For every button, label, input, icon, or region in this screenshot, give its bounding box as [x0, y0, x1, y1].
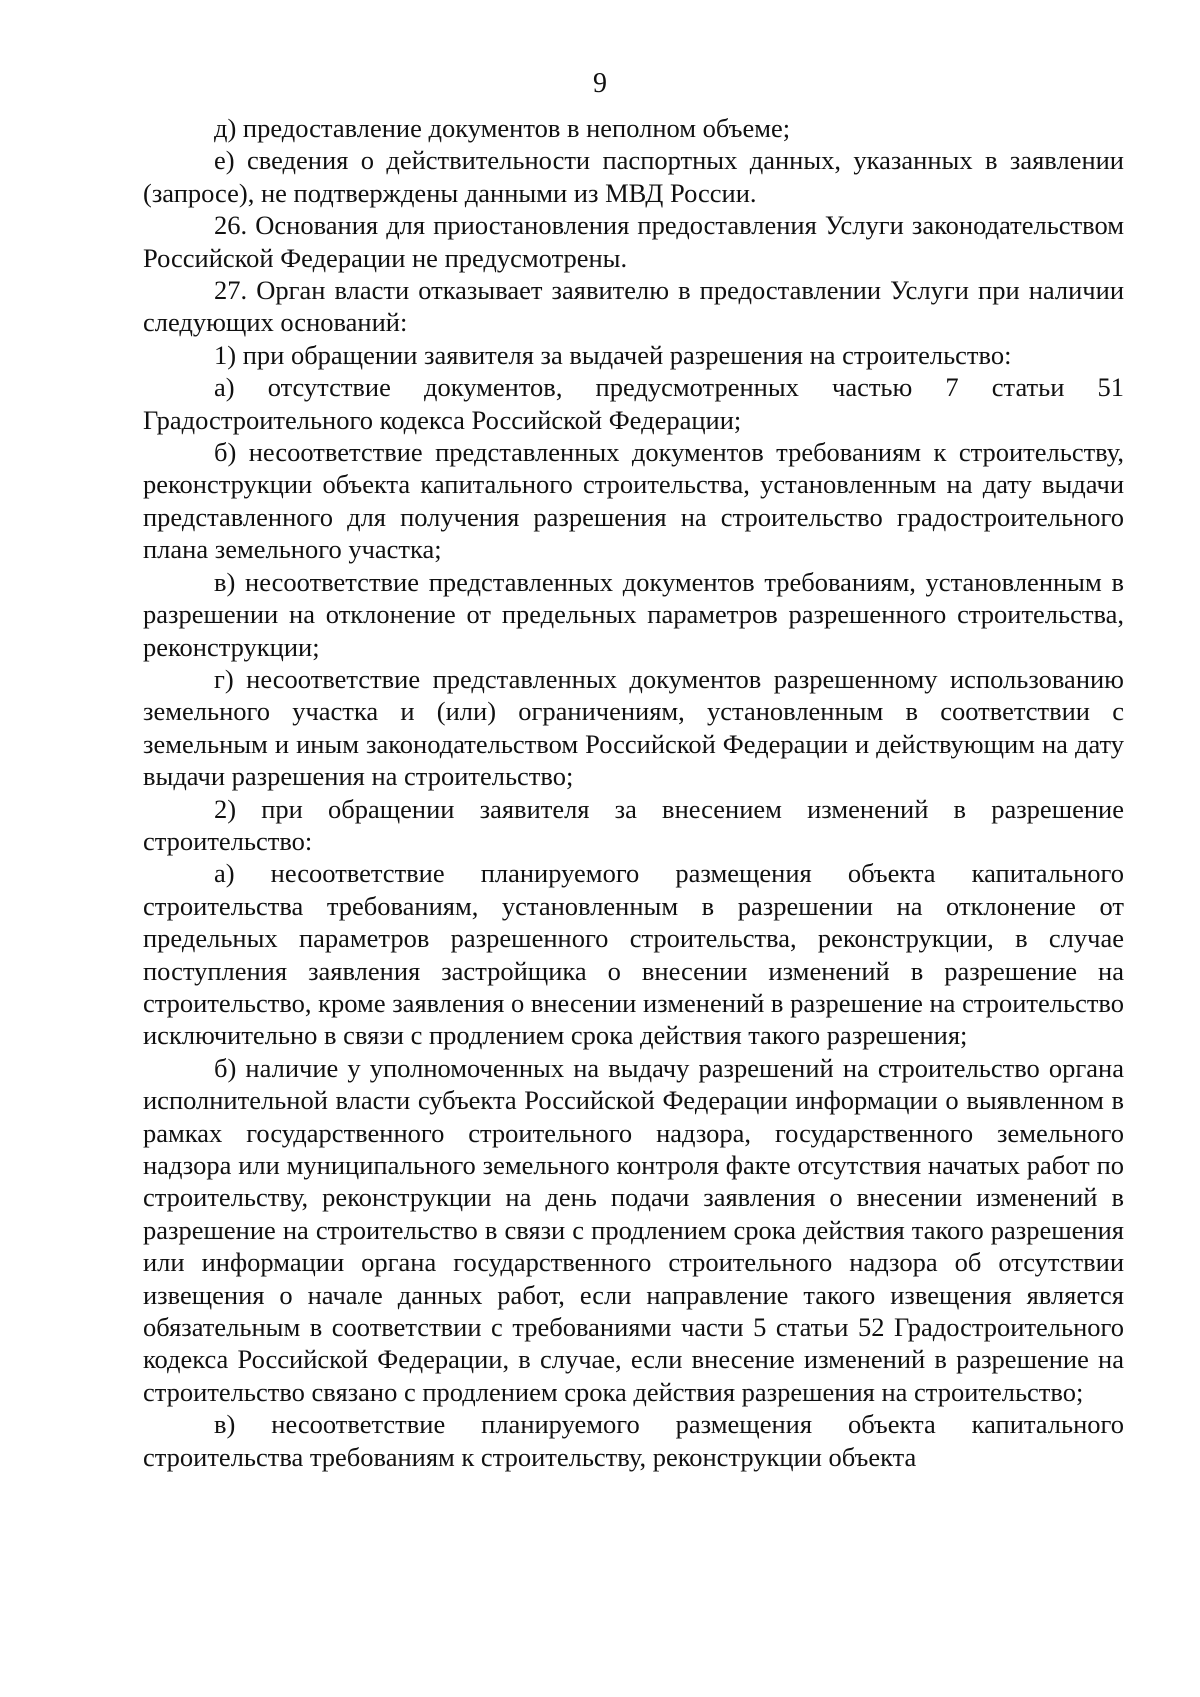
paragraph-27-refusal: 27. Орган власти отказывает заявителю в предоставлении Услуги при наличии следующих оснований:: [143, 275, 1124, 338]
paragraph-e-passport-data: е) сведения о действительности паспортных данных, указанных в заявлении (запросе), не подтверждены данными из МВД России.: [143, 145, 1124, 208]
paragraph-1-permit-issuance: 1) при обращении заявителя за выдачей разрешения на строительство:: [214, 339, 1012, 370]
paragraph-2a-placement-mismatch: а) несоответствие планируемого размещения объекта капитального строительства требованиям, установленным в разрешении на отклонение от предельных параметров разрешенного строительства, реконструкции, в случае поступления заявления застройщика о внесении изменений в разрешение на строительство, кроме заявления о внесении изменений в разрешение на строительство исключительно в связи с продлением срока действия такого разрешения;: [143, 858, 1124, 1051]
paragraph-1g-mismatch-land-use: г) несоответствие представленных документов разрешенному использованию земельного участка и (или) ограничениям, установленным в соответствии с земельным и иным законодательством Российской Федерации и действующим на дату выдачи разрешения на строительство;: [143, 663, 1124, 792]
paragraph-1a-missing-docs: а) отсутствие документов, предусмотренных частью 7 статьи 51 Градостроительного кодекса Российской Федерации;: [143, 372, 1124, 435]
paragraph-26-suspension: 26. Основания для приостановления предоставления Услуги законодательством Российской Федерации не предусмотрены.: [143, 210, 1124, 273]
paragraph-d-incomplete-docs: д) предоставление документов в неполном объеме;: [214, 113, 791, 143]
page-number: 9: [593, 68, 607, 99]
paragraph-2b-no-works-info: б) наличие у уполномоченных на выдачу разрешений на строительство органа исполнительной власти субъекта Российской Федерации информации о выявленном в рамках государственного строительного надзора, государственного земельного надзора или муниципального земельного контроля факте отсутствия начатых работ по строительству, реконструкции на день подачи заявления о внесении изменений в разрешение на строительство в связи с продлением срока действия такого разрешения или информации органа государственного строительного надзора об отсутствии извещения о начале данных работ, если направление такого извещения является обязательным в соответствии с требованиями части 5 статьи 52 Градостроительного кодекса Российской Федерации, в случае, если внесение изменений в разрешение на строительство связано с продлением срока действия разрешения на строительство;: [143, 1052, 1124, 1407]
paragraph-1b-mismatch-plan: б) несоответствие представленных документов требованиям к строительству, реконструкции объекта капитального строительства, установленным на дату выдачи представленного для получения разрешения на строительство градостроительного плана земельного участка;: [143, 437, 1124, 565]
paragraph-2-permit-changes: 2) при обращении заявителя за внесением изменений в разрешение строительство:: [143, 793, 1124, 856]
document-body: [143, 112, 1124, 1473]
paragraph-2v-placement-requirements: в) несоответствие планируемого размещения объекта капитального строительства требованиям к строительству, реконструкции объекта: [143, 1409, 1124, 1472]
paragraph-1v-mismatch-deviation: в) несоответствие представленных документов требованиям, установленным в разрешении на отклонение от предельных параметров разрешенного строительства, реконструкции;: [143, 566, 1124, 662]
